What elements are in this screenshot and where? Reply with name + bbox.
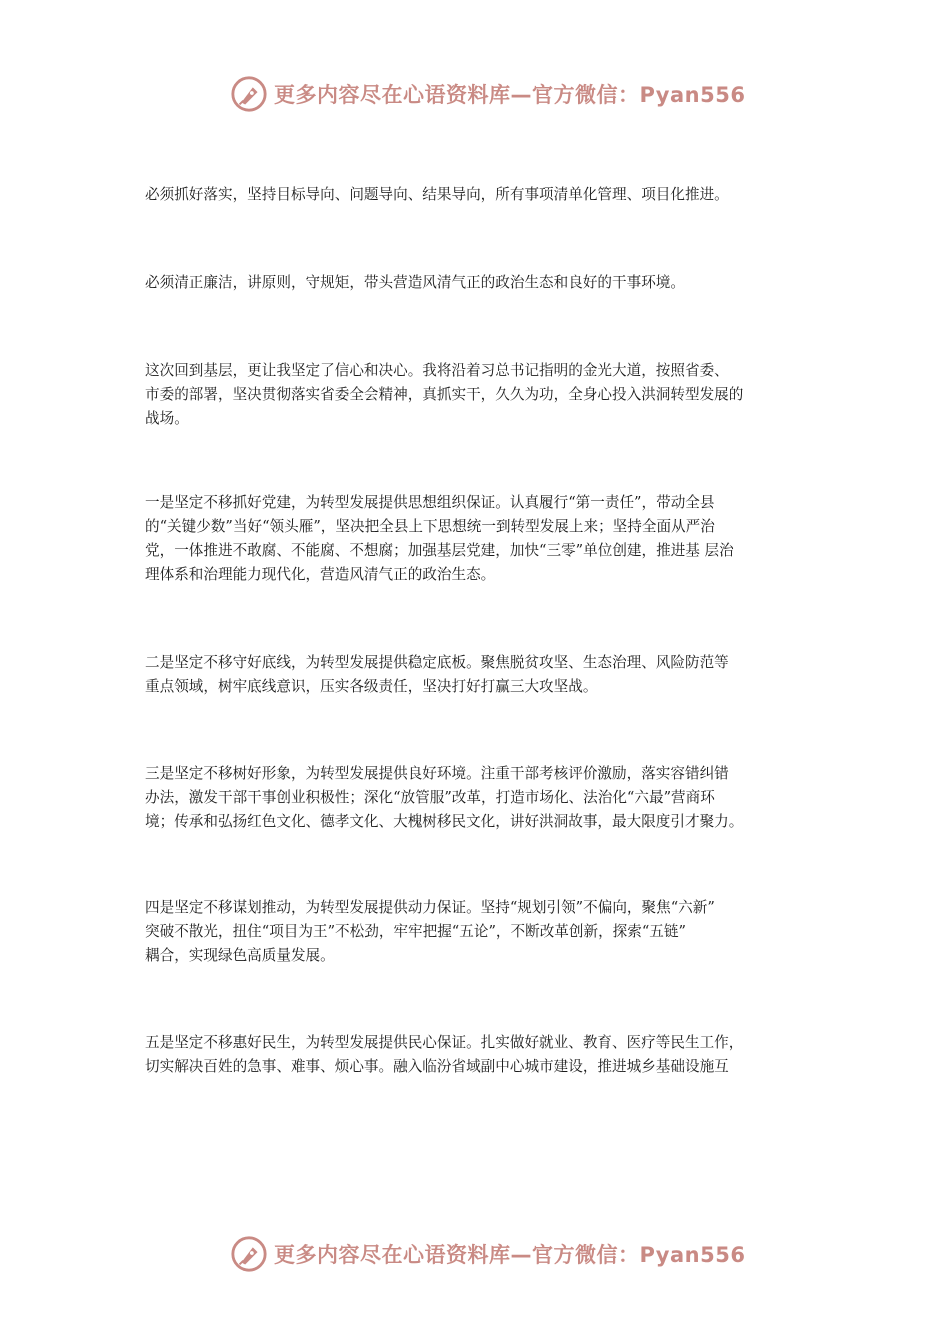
paragraph-line: 必须抓好落实，坚持目标导向、问题导向、结果导向，所有事项清单化管理、项目化推进。 — [145, 186, 729, 203]
paragraph-line: 重点领域，树牢底线意识，压实各级责任，坚决打好打赢三大攻坚战。 — [145, 678, 598, 695]
header-banner-text: 更多内容尽在心语资料库—官方微信：Pyan556 — [274, 83, 746, 107]
paragraph-8 — [145, 1031, 810, 1079]
paragraph-line: 境；传承和弘扬红色文化、德孝文化、大槐树移民文化，讲好洪洞故事，最大限度引才聚力。 — [145, 813, 744, 830]
paragraph-line: 五是坚定不移惠好民生，为转型发展提供民心保证。扎实做好就业、教育、医疗等民生工作， — [145, 1034, 744, 1051]
paragraph-7 — [145, 896, 810, 968]
footer-banner-text: 更多内容尽在心语资料库—官方微信：Pyan556 — [274, 1243, 746, 1267]
paragraph-line: 突破不散光，扭住“项目为王”不松劲，牢牢把握“五论”，不断改革创新，探索“五链” — [145, 923, 686, 940]
paragraph-line: 切实解决百姓的急事、难事、烦心事。融入临汾省域副中心城市建设，推进城乡基础设施互 — [145, 1058, 729, 1075]
paragraph-5 — [145, 651, 810, 699]
paragraph-line: 市委的部署，坚决贯彻落实省委全会精神，真抓实干，久久为功，全身心投入洪洞转型发展的 — [145, 386, 744, 403]
pen-nib-logo-icon — [230, 1235, 268, 1273]
footer-banner — [230, 1232, 745, 1276]
paragraph-line: 必须清正廉洁，讲原则，守规矩，带头营造风清气正的政治生态和良好的干事环境。 — [145, 274, 685, 291]
header-banner — [230, 72, 745, 116]
paragraph-line: 的“关键少数”当好“领头雁”，坚决把全县上下思想统一到转型发展上来；坚持全面从严治 — [145, 518, 715, 535]
paragraph-line: 耦合，实现绿色高质量发展。 — [145, 947, 335, 964]
paragraph-1 — [145, 183, 810, 207]
paragraph-4 — [145, 491, 810, 587]
paragraph-line: 办法，激发干部干事创业积极性；深化“放管服”改革，打造市场化、法治化“六最”营商环 — [145, 789, 715, 806]
paragraph-2 — [145, 271, 810, 295]
paragraph-line: 党，一体推进不敢腐、不能腐、不想腐；加强基层党建，加快“三零”单位创建，推进基 层治 — [145, 542, 734, 559]
paragraph-line: 一是坚定不移抓好党建，为转型发展提供思想组织保证。认真履行“第一责任”，带动全县 — [145, 494, 715, 511]
paragraph-line: 二是坚定不移守好底线，为转型发展提供稳定底板。聚焦脱贫攻坚、生态治理、风险防范等 — [145, 654, 729, 671]
paragraph-6 — [145, 762, 810, 834]
paragraph-line: 四是坚定不移谋划推动，为转型发展提供动力保证。坚持“规划引领”不偏向，聚焦“六新” — [145, 899, 715, 916]
paragraph-3 — [145, 359, 810, 431]
pen-nib-logo-icon — [230, 75, 268, 113]
paragraph-line: 三是坚定不移树好形象，为转型发展提供良好环境。注重干部考核评价激励，落实容错纠错 — [145, 765, 729, 782]
paragraph-line: 理体系和治理能力现代化，营造风清气正的政治生态。 — [145, 566, 496, 583]
paragraph-line: 这次回到基层，更让我坚定了信心和决心。我将沿着习总书记指明的金光大道，按照省委、 — [145, 362, 729, 379]
paragraph-line: 战场。 — [145, 410, 189, 427]
